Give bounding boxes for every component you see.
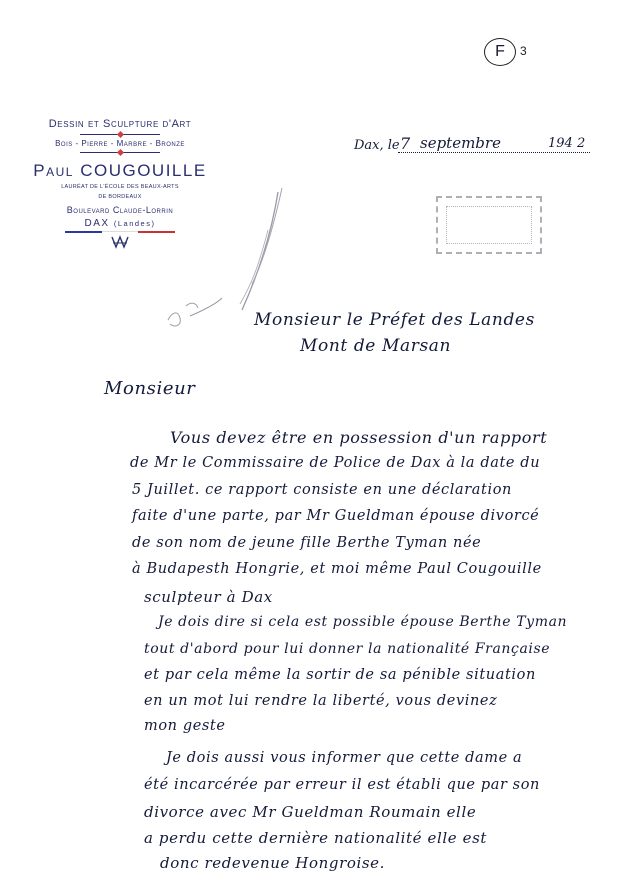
recipient-line-2: Mont de Marsan: [300, 336, 452, 356]
date-line: [354, 136, 590, 158]
letterhead-address: Boulevard Claude-Lorrin: [66, 205, 174, 215]
body-line: été incarcérée par erreur il est établi que par son: [144, 777, 540, 793]
body-line: de Mr le Commissaire de Police de Dax à la date du: [130, 455, 541, 471]
date-dotted-rule: [398, 152, 590, 153]
body-line: Je dois aussi vous informer que cette dame a: [166, 750, 523, 766]
archive-letter: F: [495, 43, 505, 60]
letterhead-divider: [80, 134, 160, 135]
letterhead-monogram-icon: [110, 235, 130, 249]
body-line: mon geste: [144, 718, 226, 734]
tricolor-blue: [65, 231, 102, 233]
received-stamp-frame: [446, 206, 532, 244]
body-line: et par cela même la sortir de sa pénible situation: [144, 667, 536, 683]
body-line: sculpteur à Dax: [144, 588, 273, 606]
letterhead-materials: Bois - Pierre - Marbre - Bronze: [55, 139, 185, 148]
body-line: en un mot lui rendre la liberté, vous devinez: [144, 693, 498, 709]
salutation: Monsieur: [104, 378, 196, 399]
body-line: a perdu cette dernière nationalité elle est: [144, 829, 488, 847]
body-line: donc redevenue Hongroise.: [160, 854, 386, 872]
body-line: Je dois dire si cela est possible épouse Berthe Tyman: [158, 614, 568, 630]
body-line: Vous devez être en possession d'un rapport: [170, 428, 548, 447]
letterhead-city: DAX: [84, 218, 110, 229]
recipient-line-1: Monsieur le Préfet des Landes: [254, 310, 535, 330]
body-line: de son nom de jeune fille Berthe Tyman née: [132, 535, 482, 551]
received-stamp: [436, 196, 542, 254]
date-day: 7: [400, 134, 411, 153]
body-line: tout d'abord pour lui donner la nationalité Française: [144, 641, 551, 657]
letterhead-divider: [80, 152, 160, 153]
body-line: 5 Juillet. ce rapport consiste en une déclaration: [132, 482, 512, 498]
letterhead-laureat: LAURÉAT DE L'ÉCOLE DES BEAUX-ARTS: [61, 184, 179, 190]
tricolor-white: [102, 231, 139, 233]
archive-number: 3: [520, 44, 527, 58]
letterhead-region: (Landes): [113, 219, 156, 228]
body-line: divorce avec Mr Gueldman Roumain elle: [144, 803, 477, 821]
date-year: 194 2: [548, 136, 586, 151]
letterhead-trade: Dessin et Sculpture d'Art: [48, 118, 192, 130]
body-line: faite d'une parte, par Mr Gueldman épouse divorcé: [132, 508, 540, 524]
body-line: à Budapesth Hongrie, et moi même Paul Cougouille: [132, 561, 542, 577]
date-month: septembre: [420, 134, 501, 152]
archive-circle-mark: [484, 38, 516, 66]
date-prefix: Dax, le: [354, 138, 400, 153]
tricolor-rule: [65, 231, 175, 233]
letterhead-name: Paul COUGOUILLE: [33, 161, 207, 180]
letterhead-laureat-city: DE BORDEAUX: [98, 194, 142, 200]
